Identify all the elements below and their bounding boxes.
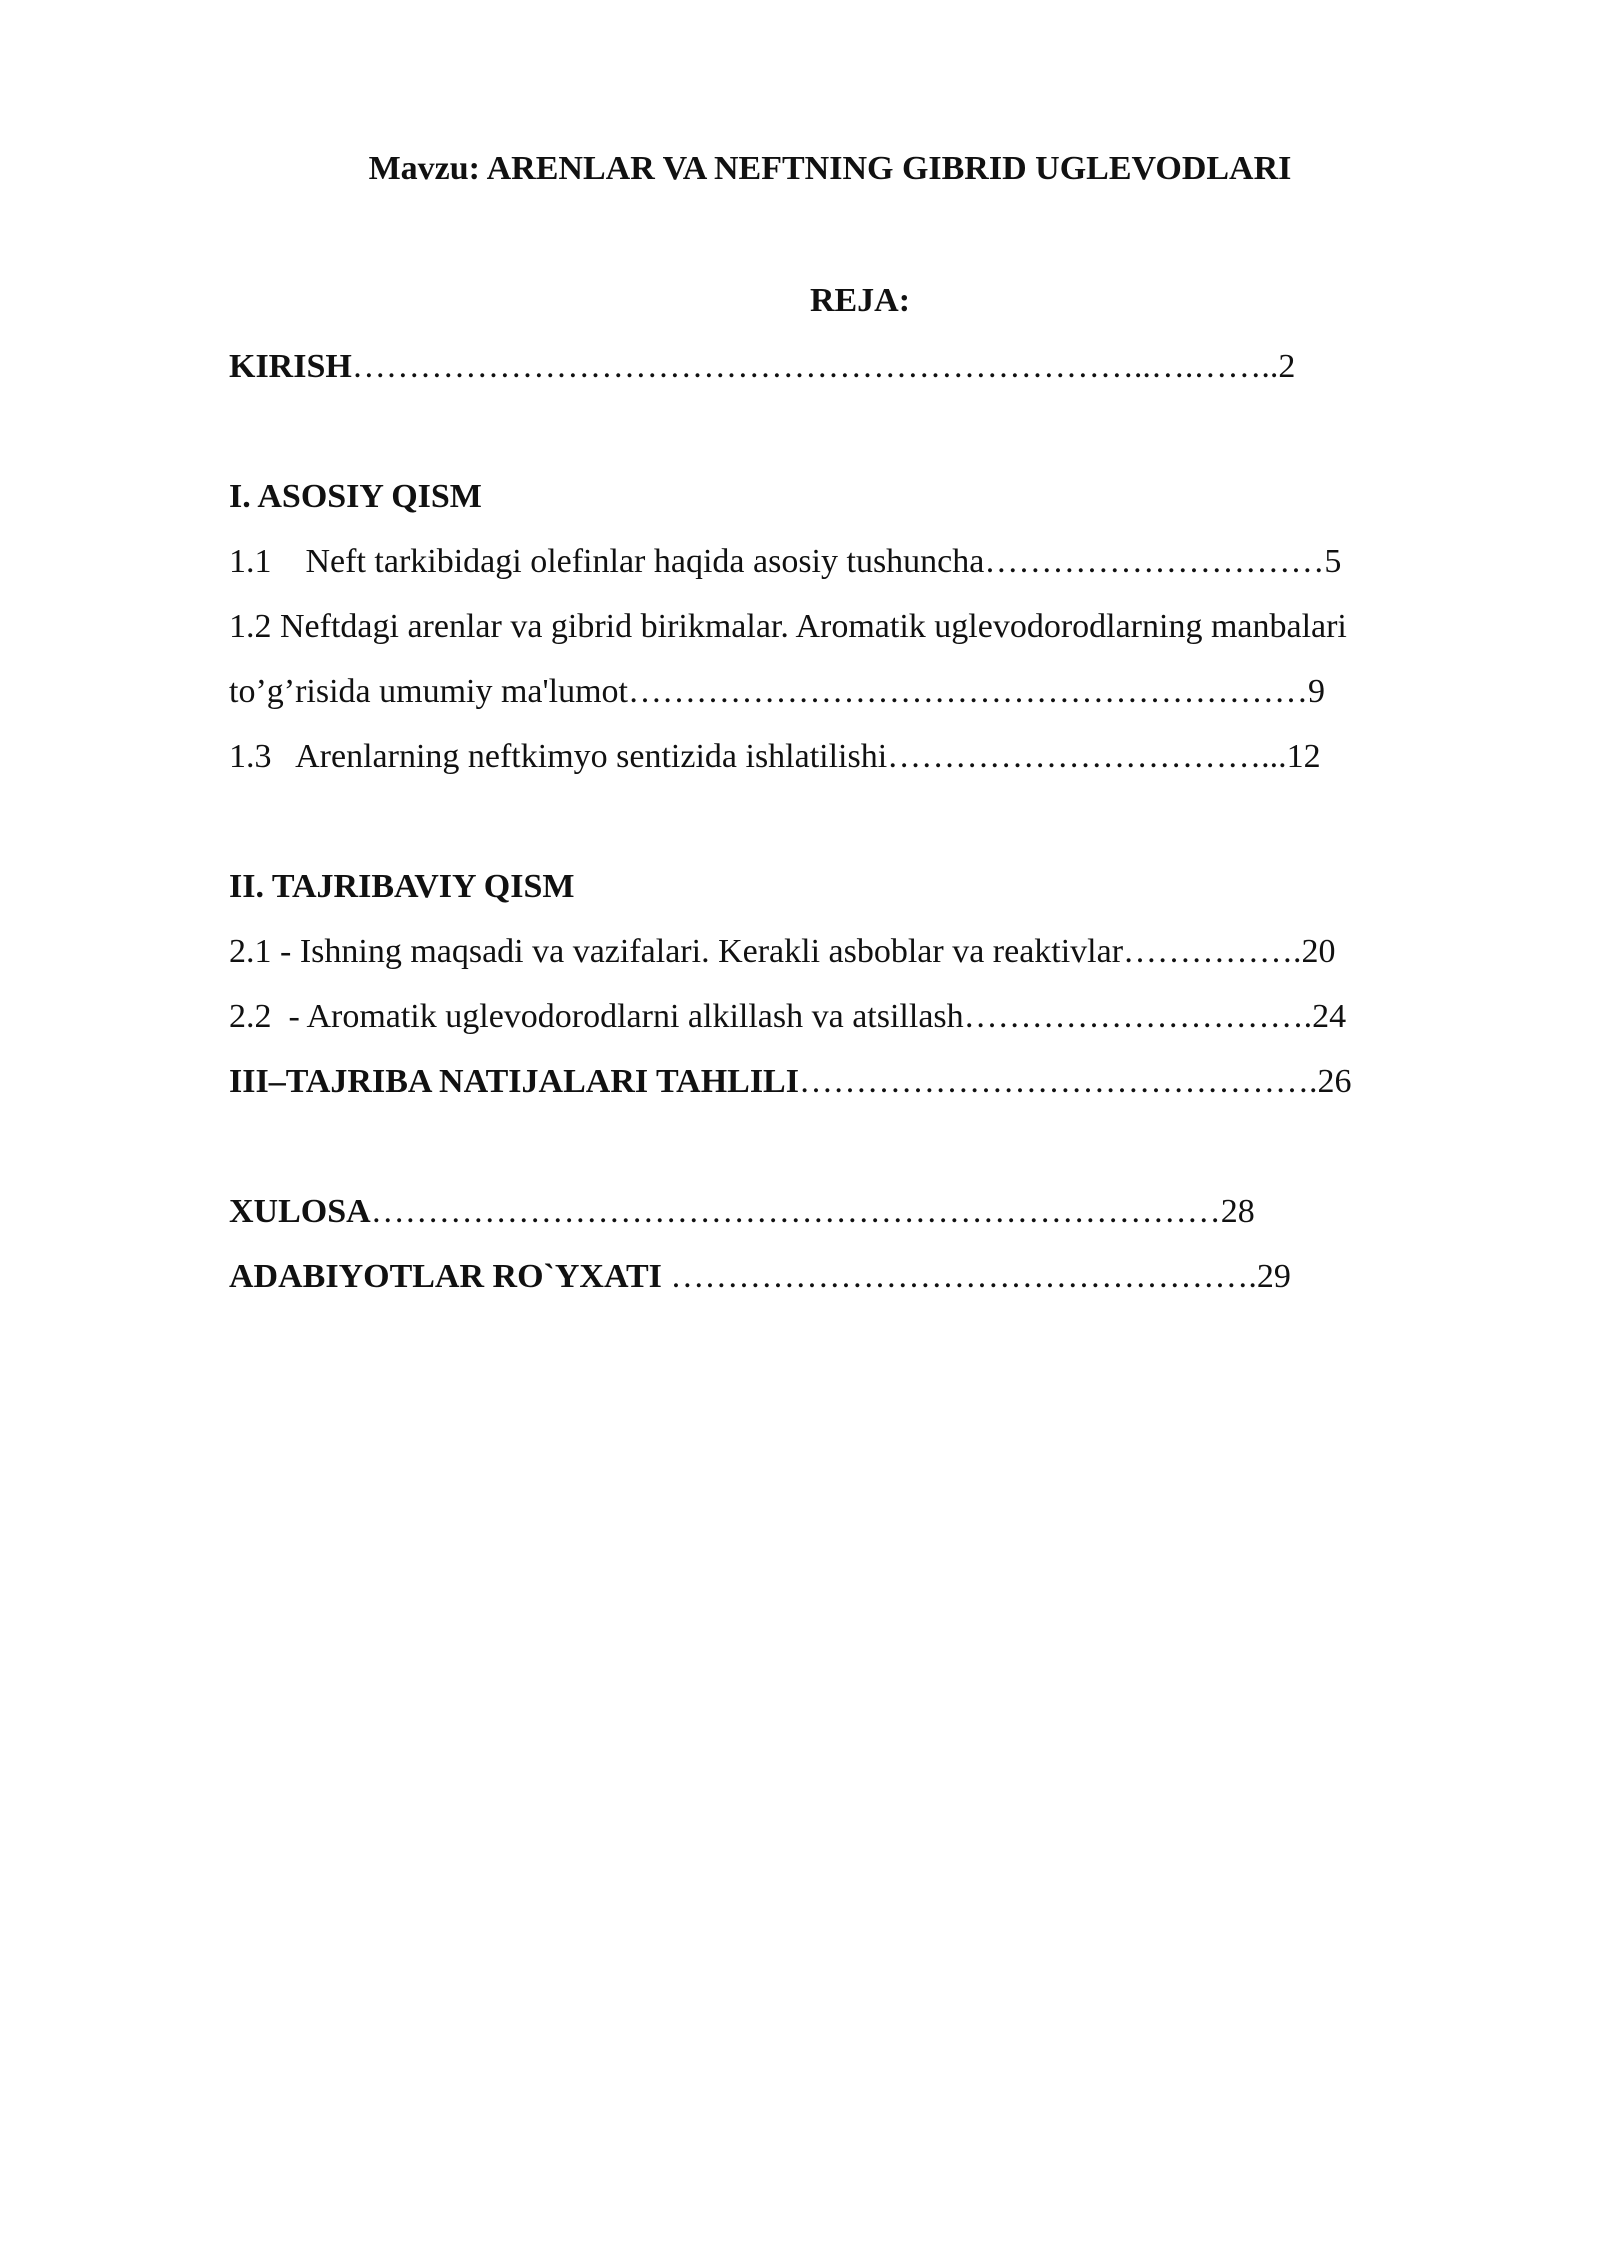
toc-section-heading-1: I. ASOSIY QISM <box>229 478 482 515</box>
toc-leader-dots: ……………………………………………………………..….…….. <box>351 348 1279 385</box>
toc-page-number: 2 <box>1278 348 1296 385</box>
toc-label: ADABIYOTLAR RO`YXATI <box>229 1258 662 1295</box>
toc-entry-1-2-line2: to’g’risida umumiy ma'lumot……………………………………………………9 <box>229 673 1325 710</box>
toc-leader-dots: ……………………………………….26 <box>798 1063 1352 1100</box>
toc-label: III–TAJRIBA NATIJALARI TAHLILI <box>229 1063 799 1100</box>
toc-entry-1-2-line1: 1.2 Neftdagi arenlar va gibrid birikmalar. Aromatik uglevodorodlarning manbalari <box>229 608 1347 645</box>
toc-entry-section-3 <box>229 1062 1351 1102</box>
toc-entry-1-3: 1.3 Arenlarning neftkimyo sentizida ishlatilishi……………………………...12 <box>229 738 1321 775</box>
toc-label: XULOSA <box>229 1193 371 1230</box>
toc-leader-dots: …………………………………………….29 <box>661 1258 1291 1295</box>
document-title: Mavzu: ARENLAR VA NEFTNING GIBRID UGLEVODLARI <box>368 150 1292 187</box>
toc-label: KIRISH <box>229 348 352 385</box>
toc-entry-2-2: 2.2 - Aromatik uglevodorodlarni alkillash va atsillash………………………….24 <box>229 998 1347 1035</box>
toc-section-heading-2: II. TAJRIBAVIY QISM <box>229 868 575 905</box>
toc-leader-dots: …………………………………………………………………28 <box>370 1193 1255 1230</box>
toc-entry-1-1: 1.1 Neft tarkibidagi olefinlar haqida asosiy tushuncha…………………………5 <box>229 543 1342 580</box>
toc-entry-adabiyotlar <box>229 1257 1291 1297</box>
toc-entry-kirish <box>229 347 1295 387</box>
toc-entry-xulosa <box>229 1192 1255 1232</box>
toc-entry-2-1: 2.1 - Ishning maqsadi va vazifalari. Kerakli asboblar va reaktivlar…………….20 <box>229 933 1336 970</box>
plan-heading: REJA: <box>809 282 911 319</box>
